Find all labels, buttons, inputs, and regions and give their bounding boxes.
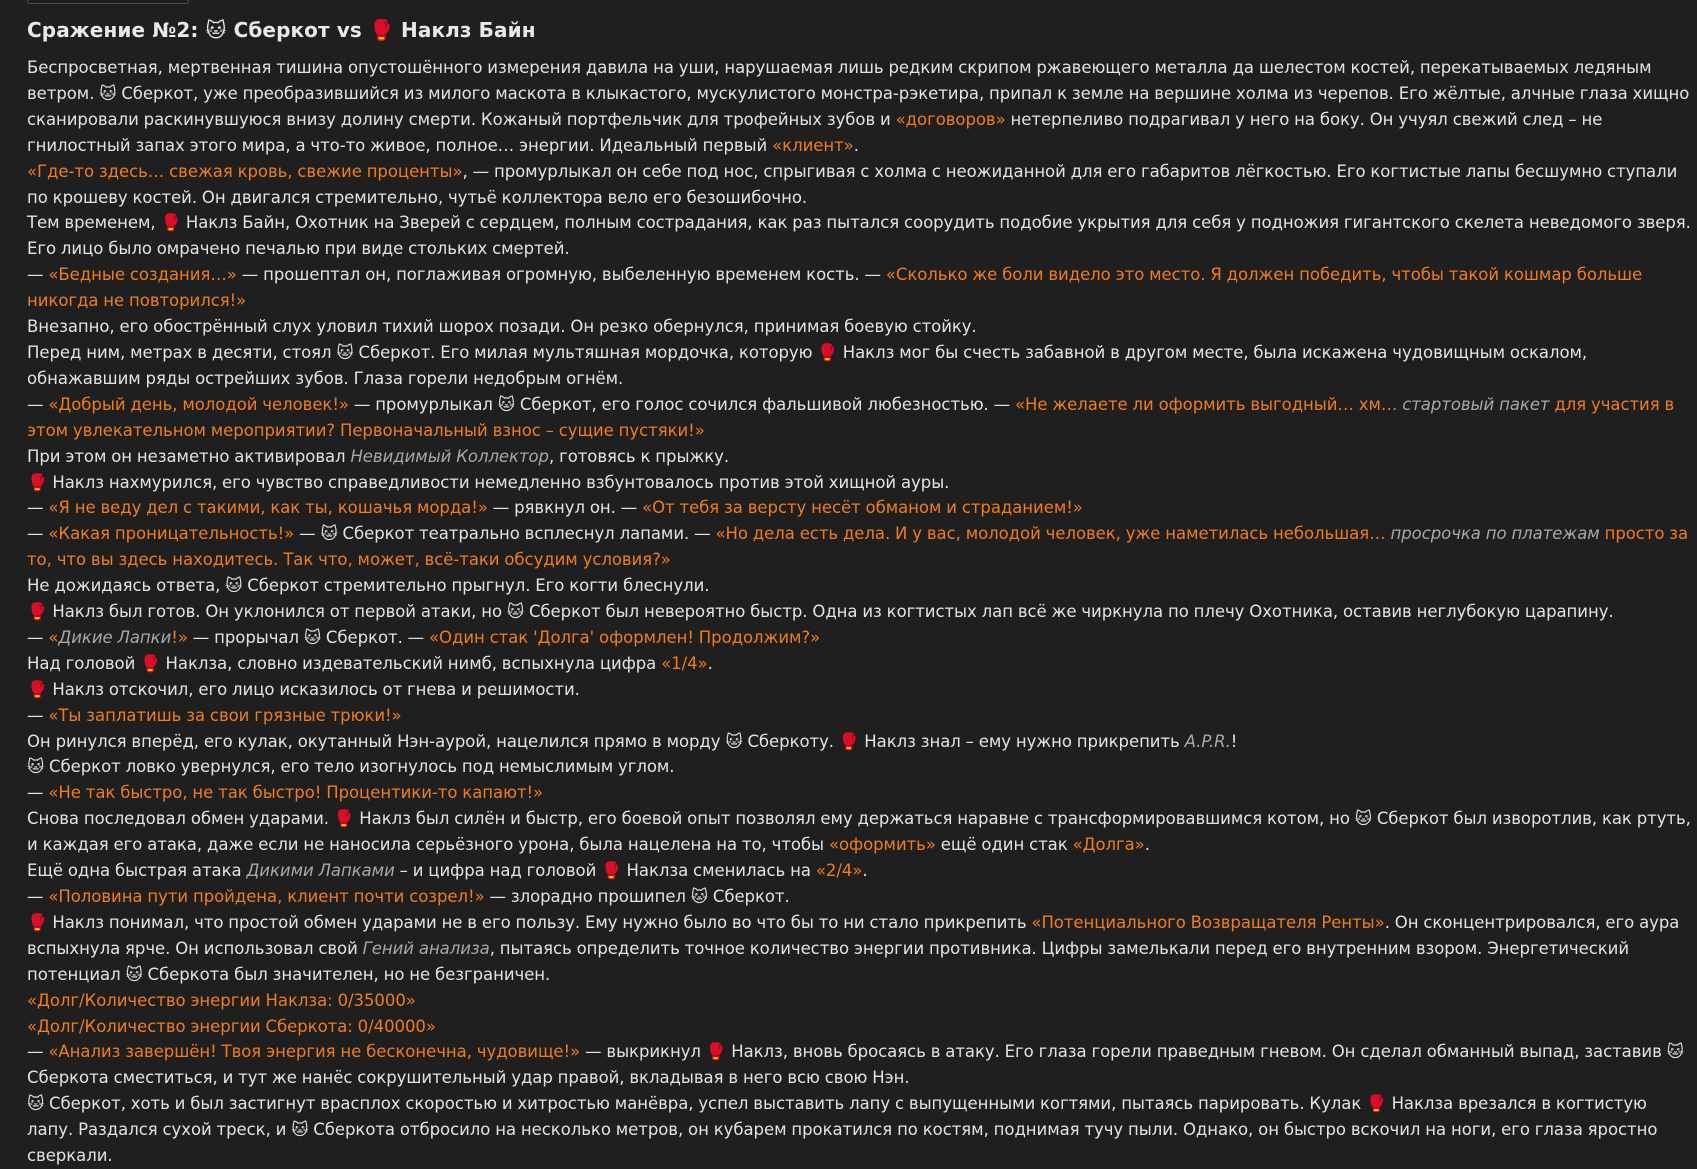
dialogue-quote: «клиент» — [772, 135, 854, 155]
narration-text: — прошептал он, поглаживая огромную, выбеленную временем кость. — — [236, 265, 886, 285]
dialogue-quote: «Один стак 'Долга' оформлен! Продолжим?» — [429, 627, 821, 647]
narration-text: — промурлыкал 🐱 Сберкот, его голос сочился фальшивой любезностью. — — [348, 394, 1015, 414]
story-paragraph — [27, 340, 1691, 392]
previous-message-edge — [27, 0, 189, 4]
narration-text: При этом он незаметно активировал — [27, 446, 351, 466]
narration-text: Не дожидаясь ответа, 🐱 Сберкот стремительно прыгнул. Его когти блеснули. — [27, 576, 710, 596]
story-paragraph — [27, 521, 1691, 573]
narration-text: — рявкнул он. — — [487, 498, 643, 518]
story-paragraph — [27, 314, 1691, 340]
ability-name: Гений анализа — [362, 938, 490, 958]
story-paragraph — [27, 573, 1691, 599]
narration-text: — выкрикнул 🥊 Наклз, вновь бросаясь в атаку. Его глаза горели праведным гневом. Он сделал обманный выпад, заставив 🐱 Сберкота сместиться, и тут же нанёс сокрушительный удар правой, вкладывая в него всю свою Нэн. — [27, 1042, 1684, 1088]
narration-text: — — [27, 524, 49, 544]
narration-text: — — [27, 783, 49, 803]
narration-text: Он ринулся вперёд, его кулак, окутанный Нэн-аурой, нацелился прямо в морду 🐱 Сберкоту. 🥊 Наклз знал – ему нужно прикрепить — [27, 731, 1185, 751]
dialogue-quote: «Половина пути пройдена, клиент почти созрел!» — [48, 887, 485, 906]
narration-text: 🐱 Сберкот, хоть и был застигнут врасплох скоростью и хитростью манёвра, успел выставить лапу с выпущенными когтями, пытаясь парировать. Кулак 🥊 Наклза врезался в когтистую лапу. Раздался сухой треск, и 🐱 Сберкота отбросило на несколько метров, он кубарем прокатился по костям, поднимая тучу пыли. Однако, он быстро вскочил на ноги, его глаза яростно сверкали. — [27, 1094, 1658, 1166]
dialogue-quote: «договоров» — [895, 109, 1006, 129]
story-paragraph — [27, 780, 1691, 806]
story-paragraph — [27, 884, 1691, 910]
narration-text: Ещё одна быстрая атака — [27, 861, 247, 881]
story-paragraph — [27, 599, 1691, 625]
dialogue-quote: «Какая проницательность!» — [48, 524, 295, 544]
dialogue-quote: «Долга» — [1072, 835, 1145, 855]
narration-text: ! — [1230, 731, 1238, 751]
story-paragraph — [27, 1014, 1691, 1040]
narration-text: — — [27, 394, 49, 414]
dialogue-quote: «Не так быстро, не так быстро! Процентики-то капают!» — [48, 783, 544, 803]
ability-name: Дикими Лапками — [246, 861, 395, 881]
narration-text: нетерпеливо подрагивал у него на боку. Он учуял свежий след – не гнилостный запах этого мира, а что-то живое, полное… энергии. Идеальный первый — [27, 109, 1603, 155]
story-paragraph — [27, 754, 1691, 780]
story-paragraph — [27, 910, 1691, 988]
dialogue-quote: «Не желаете ли оформить выгодный… хм… — [1014, 394, 1403, 414]
narration-text: — — [27, 887, 49, 906]
story-paragraph — [27, 210, 1691, 262]
message-content — [27, 15, 1691, 1169]
story-text — [27, 55, 1691, 1169]
narration-text: Тем временем, 🥊 Наклз Байн, Охотник на Зверей с сердцем, полным сострадания, как раз пытался соорудить подобие укрытия для себя у подножия гигантского скелета неведомого зверя. Его лицо было омрачено печалью при виде стольких смертей. — [27, 213, 1691, 259]
story-paragraph — [27, 1091, 1691, 1169]
dialogue-emphasis: Дикие Лапки — [58, 627, 172, 647]
dialogue-emphasis: просрочка по платежам — [1390, 524, 1600, 544]
narration-text: 🥊 Наклз понимал, что простой обмен ударами не в его пользу. Ему нужно было во что бы то ни стало прикрепить — [27, 912, 1032, 932]
story-paragraph — [27, 729, 1691, 755]
narration-text: – и цифра над головой 🥊 Наклза сменилась на — [394, 861, 816, 881]
narration-text: — злорадно прошипел 🐱 Сберкот. — [484, 887, 790, 906]
dialogue-quote: «Анализ завершён! Твоя энергия не бесконечна, чудовище!» — [48, 1042, 581, 1062]
dialogue-quote: «Где-то здесь… свежая кровь, свежие проценты» — [27, 161, 463, 181]
narration-text: 🐱 Сберкот ловко увернулся, его тело изогнулось под немыслимым углом. — [27, 757, 675, 777]
dialogue-quote: «Я не веду дел с такими, как ты, кошачья морда!» — [48, 498, 488, 518]
dialogue-quote: «Долг/Количество энергии Наклза: 0/35000» — [27, 990, 416, 1010]
dialogue-quote: «Добрый день, молодой человек!» — [48, 394, 349, 414]
dialogue-quote: для участия в этом увлекательном мероприятии? Первоначальный взнос – сущие пустяки!» — [27, 394, 1675, 440]
narration-text: — — [27, 627, 49, 647]
narration-text: ещё один стак — [935, 835, 1073, 855]
ability-name: A.P.R. — [1184, 731, 1231, 751]
story-paragraph — [27, 495, 1691, 521]
story-paragraph — [27, 677, 1691, 703]
story-paragraph — [27, 392, 1691, 444]
narration-text: , пытаясь определить точное количество энергии противника. Цифры замелькали перед его внутренним взором. Энергетический потенциал 🐱 Сберкота был значителен, но не безграничен. — [27, 938, 1629, 984]
narration-text: . Он сконцентрировался, его аура вспыхнула ярче. Он использовал свой — [27, 912, 1680, 958]
narration-text: . — [1144, 835, 1150, 855]
narration-text: , — промурлыкал он себе под нос, спрыгивая с холма с неожиданной для его габаритов лёгкостью. Его когтистые лапы бесшумно ступали по крошеву костей. Он двигался стремительно, чутьё коллектора вело его безошибочно. — [27, 161, 1678, 207]
narration-text: Снова последовал обмен ударами. 🥊 Наклз был силён и быстр, его боевой опыт позволял ему держаться наравне с трансформировавшимся котом, но 🐱 Сберкот был изворотлив, как ртуть, и каждая его атака, даже если не наносила серьёзного урона, была нацелена на то, чтобы — [27, 809, 1691, 855]
narration-text: . — [707, 653, 713, 673]
story-paragraph — [27, 55, 1691, 159]
narration-text: Над головой 🥊 Наклза, словно издевательский нимб, вспыхнула цифра — [27, 653, 662, 673]
dialogue-quote: «Бедные создания…» — [48, 265, 237, 285]
narration-text: , готовясь к прыжку. — [548, 446, 730, 466]
dialogue-quote: «Долг/Количество энергии Сберкота: 0/40000» — [27, 1016, 436, 1036]
dialogue-quote: !» — [171, 627, 188, 647]
story-paragraph — [27, 159, 1691, 211]
story-paragraph — [27, 444, 1691, 470]
narration-text: — — [27, 1042, 49, 1062]
narration-text: Беспросветная, мертвенная тишина опустошённого измерения давила на уши, нарушаемая лишь редким скрипом ржавеющего металла да шелестом костей, перекатываемых ледяным ветром. 🐱 Сберкот, уже преобразившийся из милого маскота в клыкастого, мускулистого монстра-рэкетира, припал к земле на вершине холма из черепов. Его жёлтые, алчные глаза хищно сканировали раскинувшуюся внизу долину смерти. Кожаный портфельчик для трофейных зубов и — [27, 58, 1690, 129]
battle-title: Сражение №2: 🐱 Сберкот vs 🥊 Наклз Байн — [27, 18, 536, 42]
narration-text: — — [27, 265, 49, 285]
dialogue-quote: «2/4» — [815, 861, 863, 881]
story-paragraph — [27, 1039, 1691, 1091]
dialogue-emphasis: стартовый пакет — [1402, 394, 1550, 414]
story-paragraph — [27, 703, 1691, 729]
narration-text: — — [27, 705, 49, 725]
narration-text: . — [853, 135, 859, 155]
narration-text: 🥊 Наклз нахмурился, его чувство справедливости немедленно взбунтовалось против этой хищной ауры. — [27, 472, 950, 492]
story-paragraph — [27, 651, 1691, 677]
dialogue-quote: «Но дела есть дела. И у вас, молодой человек, уже наметилась небольшая… — [715, 524, 1391, 544]
dialogue-quote: «Потенциального Возвращателя Ренты» — [1031, 912, 1385, 932]
story-paragraph — [27, 988, 1691, 1014]
narration-text: 🥊 Наклз был готов. Он уклонился от первой атаки, но 🐱 Сберкот был невероятно быстр. Одна из когтистых лап всё же чиркнула по плечу Охотника, оставив неглубокую царапину. — [27, 602, 1614, 622]
dialogue-quote: «оформить» — [828, 835, 936, 855]
narration-text: Внезапно, его обострённый слух уловил тихий шорох позади. Он резко обернулся, принимая боевую стойку. — [27, 317, 977, 337]
dialogue-quote: «Сколько же боли видело это место. Я должен победить, чтобы такой кошмар больше никогда не повторился!» — [27, 265, 1643, 311]
story-paragraph — [27, 625, 1691, 651]
story-paragraph — [27, 470, 1691, 496]
narration-text: — 🐱 Сберкот театрально всплеснул лапами. — — [294, 524, 716, 544]
story-paragraph — [27, 858, 1691, 884]
dialogue-quote: «Ты заплатишь за свои грязные трюки!» — [48, 705, 402, 725]
narration-text: — — [27, 498, 49, 518]
story-paragraph — [27, 806, 1691, 858]
dialogue-quote: «1/4» — [661, 653, 708, 673]
narration-text: Перед ним, метрах в десяти, стоял 🐱 Сберкот. Его милая мультяшная мордочка, которую 🥊 Наклз мог бы счесть забавной в другом месте, была искажена чудовищным оскалом, обнажавшим ряды острейших зубов. Глаза горели недобрым огнём. — [27, 342, 1588, 388]
dialogue-quote: просто за то, что вы здесь находитесь. Так что, может, всё-таки обсудим условия?» — [27, 524, 1689, 570]
narration-text: . — [862, 861, 868, 881]
narration-text: 🥊 Наклз отскочил, его лицо исказилось от гнева и решимости. — [27, 679, 580, 699]
narration-text: — прорычал 🐱 Сберкот. — — [187, 627, 430, 647]
story-paragraph — [27, 262, 1691, 314]
dialogue-quote: « — [48, 627, 59, 647]
dialogue-quote: «От тебя за версту несёт обманом и страданием!» — [642, 498, 1083, 518]
ability-name: Невидимый Коллектор — [350, 446, 549, 466]
